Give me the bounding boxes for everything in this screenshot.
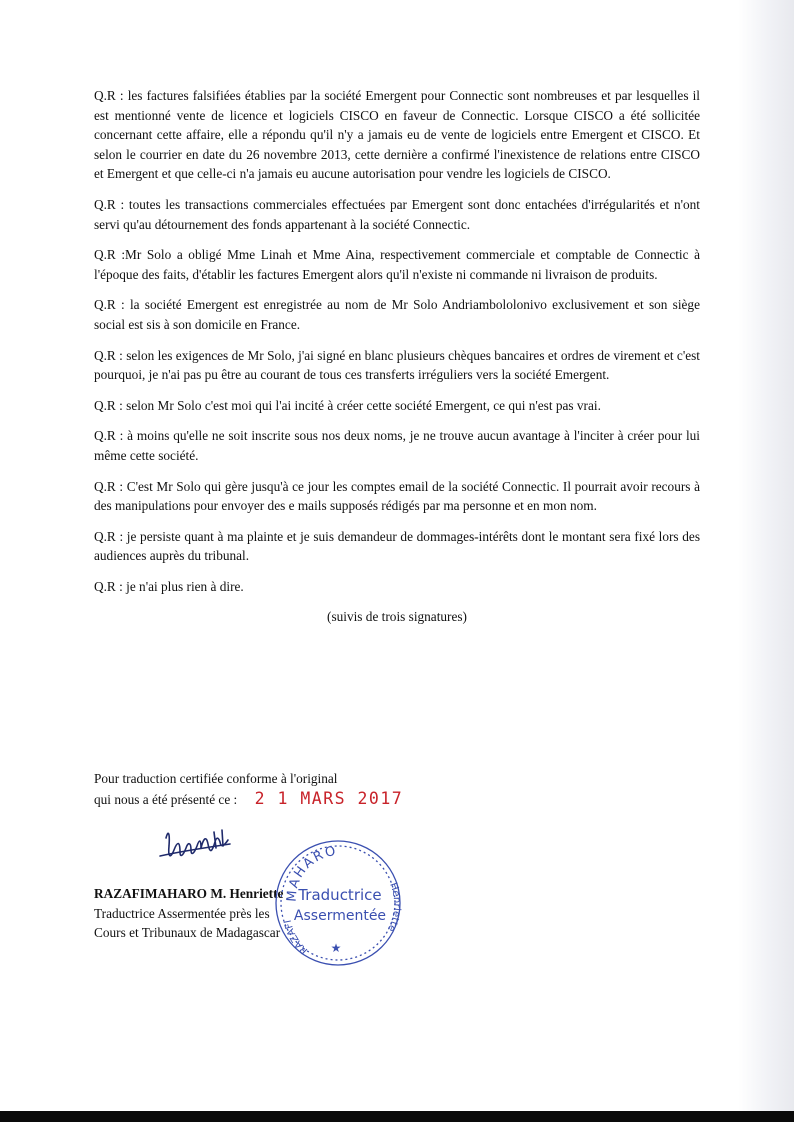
document-body bbox=[94, 86, 700, 638]
seal-top-arc-text: MAHARO bbox=[284, 843, 339, 903]
qr-paragraph-2: Q.R : toutes les transactions commerciales effectuées par Emergent sont donc entachées d'irrégularités et n'ont servi qu'au détournement des fonds appartenant à la société Connectic. bbox=[94, 196, 700, 232]
certification-line-1: Pour traduction certifiée conforme à l'original bbox=[94, 771, 338, 786]
qr-paragraph-5: Q.R : selon les exigences de Mr Solo, j'ai signé en blanc plusieurs chèques bancaires et ordres de virement et c'est pourquoi, je n'ai pas pu être au courant de tous ces transferts irréguliers vers la société Emergent. bbox=[94, 347, 700, 383]
seal-center-line-2: Assermentée bbox=[293, 908, 387, 924]
signer-court: Cours et Tribunaux de Madagascar bbox=[94, 925, 281, 941]
handwritten-signature bbox=[158, 826, 238, 872]
qr-paragraph-1: Q.R : les factures falsifiées établies par la société Emergent pour Connectic sont nombreuses et par lesquelles il est mentionné vente de licence et logiciels CISCO en faveur de Connectic. Lorsque CISCO a été sollicitée concernant cette affaire, elle a répondu qu'il n'y a jamais eu de vente de logiciels entre Emergent et CISCO. Et selon le courrier en date du 26 novembre 2013, cette dernière a confirmé l'inexistence de relations entre CISCO et Emergent et que celle-ci n'a jamais eu aucune autorisation pour vendre les logiciels de CISCO. bbox=[94, 88, 700, 182]
signer-title: Traductrice Assermentée près les bbox=[94, 905, 270, 921]
qr-paragraph-9: Q.R : je persiste quant à ma plainte et je suis demandeur de dommages-intérêts dont le montant sera fixé lors des audiences auprès du tribunal. bbox=[94, 528, 700, 564]
seal-star-icon: ★ bbox=[330, 941, 342, 955]
qr-paragraph-8: Q.R : C'est Mr Solo qui gère jusqu'à ce jour les comptes email de la société Connectic. Il pourrait avoir recours à des manipulations pour envoyer des e mails supposés rédigés par ma personne et en mon nom. bbox=[94, 478, 700, 514]
page-bottom-edge bbox=[0, 1111, 794, 1122]
seal-right-arc-text: Henriette bbox=[384, 881, 403, 934]
certification-line-2-row bbox=[94, 789, 403, 810]
signer-block bbox=[94, 884, 283, 943]
certification-block bbox=[94, 769, 403, 809]
qr-paragraph-3: Q.R :Mr Solo a obligé Mme Linah et Mme Aina, respectivement commerciale et comptable de Connectic à l'époque des faits, d'établir les factures Emergent alors qu'il n'existe ni commande ni livraison de produits. bbox=[94, 247, 700, 282]
qr-paragraph-7: Q.R : à moins qu'elle ne soit inscrite sous nos deux noms, je ne trouve aucun avantage à l'inciter à créer pour lui même cette société. bbox=[94, 428, 700, 463]
closing-note: (suivis de trois signatures) bbox=[327, 609, 467, 625]
qr-paragraph-4: Q.R : la société Emergent est enregistrée au nom de Mr Solo Andriambololonivo exclusivement et son siège social est sis à son domicile en France. bbox=[94, 297, 700, 332]
signer-name: RAZAFIMAHARO M. Henriette bbox=[94, 886, 284, 901]
official-seal bbox=[268, 832, 408, 974]
qr-paragraph-6: Q.R : selon Mr Solo c'est moi qui l'ai incité à créer cette société Emergent, ce qui n'est pas vrai. bbox=[94, 397, 601, 413]
date-stamp: 2 1 MARS 2017 bbox=[254, 788, 404, 808]
seal-center-line-1: Traductrice bbox=[298, 886, 382, 904]
seal-left-arc-text: RAZAFI bbox=[282, 918, 311, 956]
qr-paragraph-10: Q.R : je n'ai plus rien à dire. bbox=[94, 578, 244, 594]
page-edge-shadow bbox=[738, 0, 794, 1122]
certification-line-2: qui nous a été présenté ce : bbox=[94, 791, 238, 807]
